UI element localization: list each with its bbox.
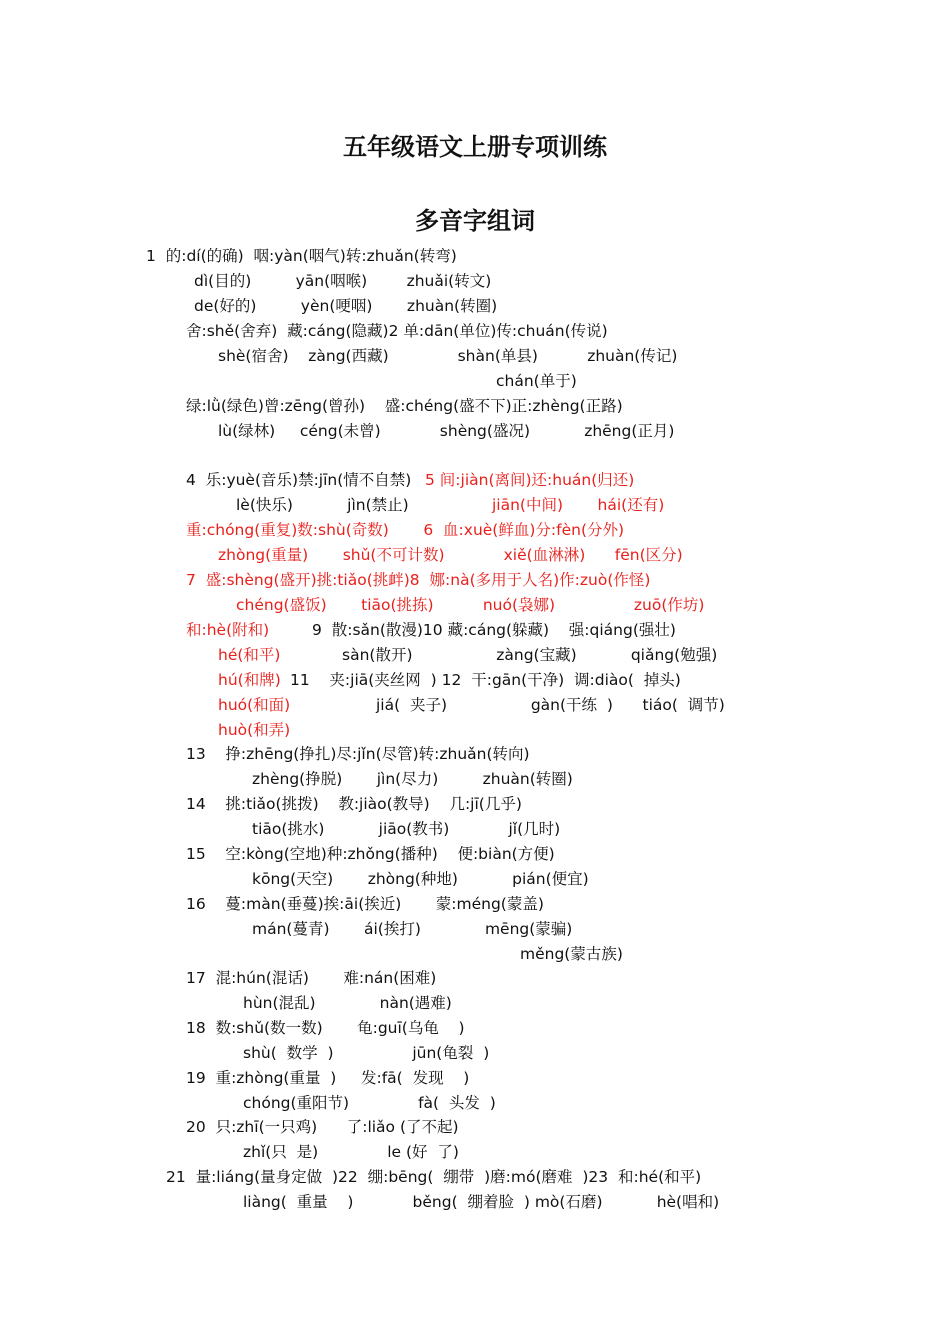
word-line: 9 散:sǎn(散漫)10 藏:cáng(躲藏) 强:qiáng(强壮) xyxy=(312,621,676,639)
word-line: 4 乐:yuè(音乐)禁:jīn(情不自禁) xyxy=(186,471,412,489)
word-line: huò(和弄) xyxy=(218,721,291,739)
word-line: 17 混:hún(混话) 难:nán(困难) xyxy=(186,969,437,987)
word-line: 14 挑:tiǎo(挑拨) 教:jiào(教导) 几:jī(几乎) xyxy=(186,795,522,813)
word-line: mán(蔓青) ái(挨打) mēng(蒙骗) xyxy=(252,920,573,938)
word-line: 18 数:shǔ(数一数) 龟:guī(乌龟 ) xyxy=(186,1019,465,1037)
word-line: shè(宿舍) zàng(西藏) shàn(单县) zhuàn(传记) xyxy=(218,347,678,365)
word-line: huó(和面) xyxy=(218,696,291,714)
word-line: chóng(重阳节) fà( 头发 ) xyxy=(243,1094,496,1112)
word-line: 21 量:liáng(量身定做 )22 绷:bēng( 绷带 )磨:mó(磨难 )23 和:hé(和平) xyxy=(166,1168,702,1186)
word-line: měng(蒙古族) xyxy=(520,945,623,963)
word-line: lè(快乐) jìn(禁止) xyxy=(236,496,409,514)
word-line: chán(单于) xyxy=(496,372,577,390)
word-line: sàn(散开) zàng(宝藏) qiǎng(勉强) xyxy=(342,646,718,664)
word-line: jiá( 夹子) gàn(干练 ) tiáo( 调节) xyxy=(376,696,725,714)
word-line: shù( 数学 ) jūn(龟裂 ) xyxy=(243,1044,490,1062)
word-line: 舍:shě(舍弃) 藏:cáng(隐藏)2 单:dān(单位)传:chuán(传说) xyxy=(186,322,608,340)
word-line: de(好的) yèn(哽咽) zhuàn(转圈) xyxy=(194,297,498,315)
word-line: 绿:lǜ(绿色)曾:zēng(曾孙) 盛:chéng(盛不下)正:zhèng(正路) xyxy=(186,397,623,415)
word-line: 16 蔓:màn(垂蔓)挨:āi(挨近) 蒙:méng(蒙盖) xyxy=(186,895,544,913)
word-line: 11 夹:jiā(夹丝网 ) 12 干:gān(干净) 调:diào( 掉头) xyxy=(290,671,681,689)
word-line: kōng(天空) zhòng(种地) pián(便宜) xyxy=(252,870,589,888)
word-line: 5 间:jiàn(离间)还:huán(归还) xyxy=(425,471,635,489)
section-title: 多音字组词 xyxy=(415,207,535,235)
word-line: dì(目的) yān(咽喉) zhuǎi(转文) xyxy=(194,272,492,290)
word-line: lù(绿林) céng(未曾) shèng(盛况) zhēng(正月) xyxy=(218,422,675,440)
word-line: liàng( 重量 ) běng( 绷着脸 ) mò(石磨) hè(唱和) xyxy=(243,1193,720,1211)
word-line: chéng(盛饭) tiāo(挑拣) nuó(袅娜) zuō(作坊) xyxy=(236,596,705,614)
word-line: zhǐ(只 是) le (好 了) xyxy=(243,1143,459,1161)
word-line: 1 的:dí(的确) 咽:yàn(咽气)转:zhuǎn(转弯) xyxy=(146,247,457,265)
word-line: 19 重:zhòng(重量 ) 发:fā( 发现 ) xyxy=(186,1069,470,1087)
word-line: zhòng(重量) shǔ(不可计数) xiě(血淋淋) fēn(区分) xyxy=(218,546,683,564)
word-line: 13 挣:zhēng(挣扎)尽:jǐn(尽管)转:zhuǎn(转向) xyxy=(186,745,530,763)
word-line: zhèng(挣脱) jìn(尽力) zhuàn(转圈) xyxy=(252,770,573,788)
word-line: tiāo(挑水) jiāo(教书) jǐ(几时) xyxy=(252,820,561,838)
word-line: 15 空:kòng(空地)种:zhǒng(播种) 便:biàn(方便) xyxy=(186,845,555,863)
word-line: jiān(中间) hái(还有) xyxy=(492,496,665,514)
word-line: 重:chóng(重复)数:shù(奇数) 6 血:xuè(鲜血)分:fèn(分外) xyxy=(186,521,625,539)
word-line: hùn(混乱) nàn(遇难) xyxy=(243,994,452,1012)
word-line: hú(和牌) xyxy=(218,671,281,689)
word-line: 20 只:zhī(一只鸡) 了:liǎo (了不起) xyxy=(186,1118,459,1136)
word-line: hé(和平) xyxy=(218,646,281,664)
word-line: 7 盛:shèng(盛开)挑:tiǎo(挑衅)8 娜:nà(多用于人名)作:zuò(作怪) xyxy=(186,571,651,589)
page-title: 五年级语文上册专项训练 xyxy=(343,133,607,161)
word-line: 和:hè(附和) xyxy=(186,621,270,639)
